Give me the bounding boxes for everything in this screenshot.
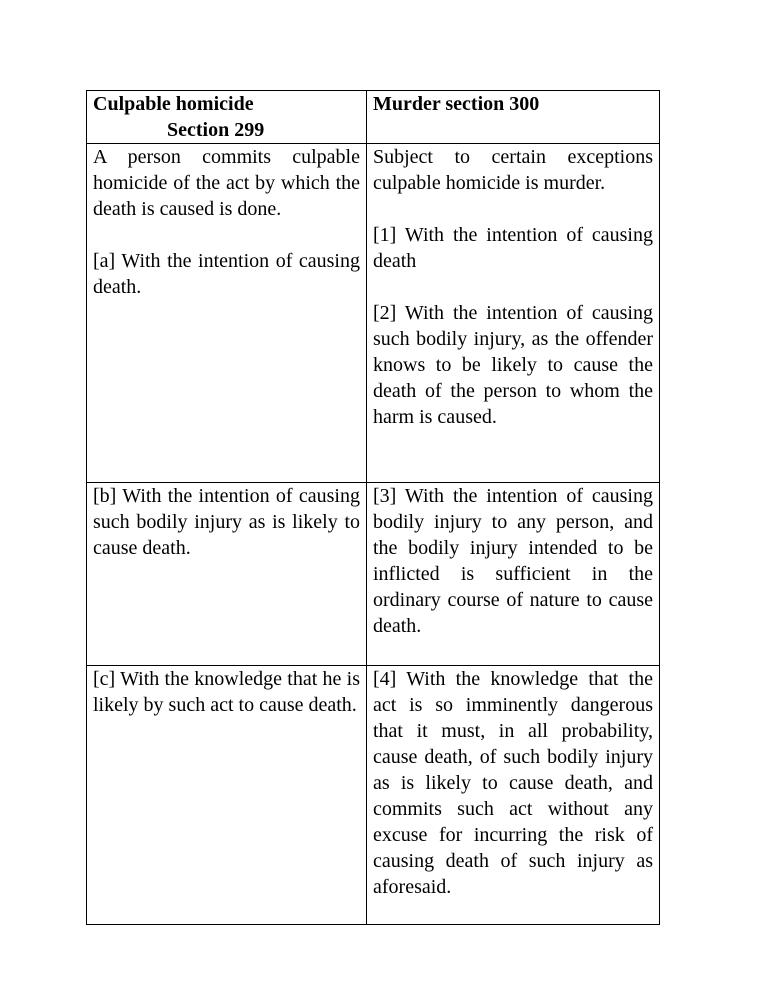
paragraph: [3] With the intention of causing bodily injury to any person, and the bodily injury intended to be inflicted is sufficient in the ordinary course of nature to cause death. — [373, 485, 653, 637]
paragraph: [c] With the knowledge that he is likely by such act to cause death. — [93, 668, 360, 716]
table-row — [87, 666, 660, 925]
paragraph: [4] With the knowledge that the act is so imminently dangerous that it must, in all probability, cause death, of such bodily injury as is likely to cause death, and commits such act without any excuse for incurring the risk of causing death of such injury as aforesaid. — [373, 668, 653, 898]
header-cell-murder — [367, 91, 660, 144]
table-cell-right — [367, 144, 660, 483]
table-cell-right — [367, 483, 660, 666]
table-header-row — [87, 91, 660, 144]
header-culpable-homicide-section: Section 299 — [167, 119, 265, 141]
paragraph: [a] With the intention of causing death. — [93, 250, 360, 298]
header-murder-title: Murder section 300 — [373, 93, 540, 115]
table-row — [87, 144, 660, 483]
table-cell-right — [367, 666, 660, 925]
paragraph: Subject to certain exceptions culpable homicide is murder. — [373, 146, 653, 194]
paragraph: [2] With the intention of causing such bodily injury, as the offender knows to be likely to cause the death of the person to whom the harm is caused. — [373, 302, 653, 428]
comparison-table — [86, 90, 660, 925]
header-culpable-homicide-title: Culpable homicide — [93, 93, 254, 115]
table-cell-left — [87, 666, 367, 925]
table-row — [87, 483, 660, 666]
paragraph: [b] With the intention of causing such bodily injury as is likely to cause death. — [93, 485, 360, 559]
paragraph: [1] With the intention of causing death — [373, 224, 653, 272]
paragraph: A person commits culpable homicide of the act by which the death is caused is done. — [93, 146, 360, 220]
header-cell-culpable-homicide — [87, 91, 367, 144]
table-cell-left — [87, 483, 367, 666]
table-cell-left — [87, 144, 367, 483]
